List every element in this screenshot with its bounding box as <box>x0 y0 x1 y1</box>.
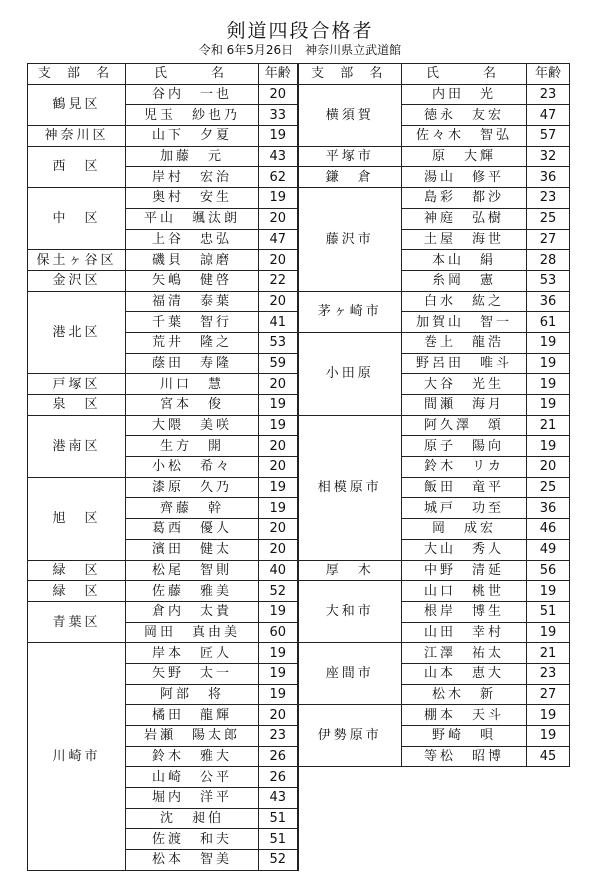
table-row <box>28 643 570 664</box>
name-cell: 磯貝 諒磨 <box>126 250 259 271</box>
name-cell: 加藤 元 <box>126 146 259 167</box>
branch-cell: 鶴見区 <box>28 84 126 125</box>
table-header-row <box>28 64 570 85</box>
age-cell: 19 <box>259 643 298 664</box>
age-cell: 27 <box>527 229 570 250</box>
branch-cell: 川崎市 <box>28 643 126 871</box>
age-cell: 21 <box>527 415 570 436</box>
page-subtitle: 令和 6年5月26日 神奈川県立武道館 <box>198 43 402 57</box>
age-cell: 19 <box>527 436 570 457</box>
age-cell: 32 <box>527 146 570 167</box>
name-cell: 宮本 俊 <box>126 395 259 416</box>
header-branch: 支 部 名 <box>298 64 402 85</box>
branch-cell: 厚 木 <box>298 560 402 581</box>
age-cell: 19 <box>259 663 298 684</box>
name-cell: 荒井 隆之 <box>126 332 259 353</box>
age-cell: 19 <box>259 601 298 622</box>
name-cell: 小松 希々 <box>126 457 259 478</box>
branch-cell: 大和市 <box>298 581 402 643</box>
age-cell: 20 <box>259 519 298 540</box>
age-cell: 25 <box>527 208 570 229</box>
age-cell: 20 <box>259 291 298 312</box>
age-cell: 59 <box>259 353 298 374</box>
name-cell: 千葉 智行 <box>126 312 259 333</box>
age-cell: 25 <box>527 477 570 498</box>
age-cell: 36 <box>527 167 570 188</box>
age-cell: 20 <box>259 84 298 105</box>
empty-area <box>298 767 570 870</box>
name-cell: 濱田 健太 <box>126 539 259 560</box>
name-cell: 山口 桃世 <box>402 581 527 602</box>
branch-cell: 泉 区 <box>28 395 126 416</box>
name-cell: 児玉 紗也乃 <box>126 105 259 126</box>
header-branch: 支 部 名 <box>28 64 126 85</box>
name-cell: 巻上 龍浩 <box>402 332 527 353</box>
age-cell: 19 <box>259 498 298 519</box>
age-cell: 22 <box>259 270 298 291</box>
age-cell: 51 <box>259 829 298 850</box>
name-cell: 倉内 太貴 <box>126 601 259 622</box>
age-cell: 56 <box>527 560 570 581</box>
age-cell: 19 <box>259 188 298 209</box>
name-cell: 湯山 修平 <box>402 167 527 188</box>
name-cell: 神庭 弘樹 <box>402 208 527 229</box>
table-row <box>28 581 570 602</box>
age-cell: 53 <box>527 270 570 291</box>
age-cell: 45 <box>527 746 570 767</box>
header-age: 年齢 <box>527 64 570 85</box>
age-cell: 23 <box>527 663 570 684</box>
name-cell: 山下 夕夏 <box>126 126 259 147</box>
page-title: 剣道四段合格者 <box>226 20 374 42</box>
name-cell: 蔭田 寿隆 <box>126 353 259 374</box>
branch-cell: 青葉区 <box>28 601 126 642</box>
branch-cell: 藤沢市 <box>298 188 402 291</box>
age-cell: 19 <box>527 395 570 416</box>
age-cell: 47 <box>527 105 570 126</box>
table-row <box>28 560 570 581</box>
branch-cell: 金沢区 <box>28 270 126 291</box>
branch-cell: 茅ヶ崎市 <box>298 291 402 332</box>
branch-cell: 座間市 <box>298 643 402 705</box>
age-cell: 19 <box>527 726 570 747</box>
table-row <box>28 146 570 167</box>
name-cell: 岡 成宏 <box>402 519 527 540</box>
age-cell: 53 <box>259 332 298 353</box>
age-cell: 20 <box>259 457 298 478</box>
branch-cell: 横須賀 <box>298 84 402 146</box>
name-cell: 城戸 功至 <box>402 498 527 519</box>
name-cell: 阿部 将 <box>126 684 259 705</box>
age-cell: 19 <box>527 581 570 602</box>
branch-cell: 保土ヶ谷区 <box>28 250 126 271</box>
age-cell: 61 <box>527 312 570 333</box>
age-cell: 23 <box>527 188 570 209</box>
name-cell: 江澤 祐太 <box>402 643 527 664</box>
name-cell: 大谷 光生 <box>402 374 527 395</box>
header-name: 氏 名 <box>126 64 259 85</box>
name-cell: 齊藤 幹 <box>126 498 259 519</box>
name-cell: 阿久澤 頌 <box>402 415 527 436</box>
age-cell: 19 <box>259 395 298 416</box>
name-cell: 飯田 竜平 <box>402 477 527 498</box>
name-cell: 山田 幸村 <box>402 622 527 643</box>
age-cell: 23 <box>527 84 570 105</box>
name-cell: 野呂田 唯斗 <box>402 353 527 374</box>
age-cell: 43 <box>259 146 298 167</box>
name-cell: 野崎 唄 <box>402 726 527 747</box>
name-cell: 根岸 博生 <box>402 601 527 622</box>
name-cell: 本山 絹 <box>402 250 527 271</box>
branch-cell: 鎌 倉 <box>298 167 402 188</box>
name-cell: 間瀬 海月 <box>402 395 527 416</box>
name-cell: 矢嶋 健啓 <box>126 270 259 291</box>
name-cell: 堀内 洋平 <box>126 788 259 809</box>
name-cell: 橘田 龍輝 <box>126 705 259 726</box>
age-cell: 19 <box>527 374 570 395</box>
age-cell: 36 <box>527 291 570 312</box>
branch-cell: 西 区 <box>28 146 126 187</box>
table-row <box>28 84 570 105</box>
name-cell: 鈴木 リカ <box>402 457 527 478</box>
age-cell: 19 <box>259 415 298 436</box>
age-cell: 33 <box>259 105 298 126</box>
name-cell: 平山 颯汰朗 <box>126 208 259 229</box>
branch-cell: 戸塚区 <box>28 374 126 395</box>
name-cell: 上谷 忠弘 <box>126 229 259 250</box>
age-cell: 41 <box>259 312 298 333</box>
name-cell: 大隈 美咲 <box>126 415 259 436</box>
age-cell: 60 <box>259 622 298 643</box>
name-cell: 原子 陽向 <box>402 436 527 457</box>
age-cell: 26 <box>259 746 298 767</box>
age-cell: 19 <box>259 477 298 498</box>
branch-cell: 港南区 <box>28 415 126 477</box>
age-cell: 27 <box>527 684 570 705</box>
age-cell: 20 <box>259 250 298 271</box>
table-row <box>28 291 570 312</box>
name-cell: 川口 慧 <box>126 374 259 395</box>
age-cell: 47 <box>259 229 298 250</box>
table-row <box>28 188 570 209</box>
age-cell: 62 <box>259 167 298 188</box>
age-cell: 20 <box>259 374 298 395</box>
name-cell: 岸本 匠人 <box>126 643 259 664</box>
age-cell: 57 <box>527 126 570 147</box>
roster-table <box>27 63 570 871</box>
age-cell: 19 <box>527 705 570 726</box>
name-cell: 葛西 優人 <box>126 519 259 540</box>
name-cell: 松木 新 <box>402 684 527 705</box>
branch-cell: 旭 区 <box>28 477 126 560</box>
branch-cell: 緑 区 <box>28 581 126 602</box>
age-cell: 19 <box>259 684 298 705</box>
name-cell: 土屋 海世 <box>402 229 527 250</box>
table-row <box>28 415 570 436</box>
name-cell: 大山 秀人 <box>402 539 527 560</box>
name-cell: 島彩 都沙 <box>402 188 527 209</box>
age-cell: 23 <box>259 726 298 747</box>
age-cell: 20 <box>259 705 298 726</box>
name-cell: 岡田 真由美 <box>126 622 259 643</box>
name-cell: 谷内 一也 <box>126 84 259 105</box>
name-cell: 松本 智美 <box>126 850 259 871</box>
name-cell: 松尾 智則 <box>126 560 259 581</box>
age-cell: 19 <box>259 126 298 147</box>
name-cell: 佐々木 智弘 <box>402 126 527 147</box>
branch-cell: 中 区 <box>28 188 126 250</box>
name-cell: 糸岡 憲 <box>402 270 527 291</box>
name-cell: 生方 開 <box>126 436 259 457</box>
name-cell: 沈 昶伯 <box>126 808 259 829</box>
age-cell: 26 <box>259 767 298 788</box>
age-cell: 28 <box>527 250 570 271</box>
name-cell: 福清 泰葉 <box>126 291 259 312</box>
name-cell: 加賀山 智一 <box>402 312 527 333</box>
branch-cell: 小田原 <box>298 332 402 415</box>
name-cell: 内田 光 <box>402 84 527 105</box>
name-cell: 奥村 安生 <box>126 188 259 209</box>
name-cell: 等松 昭博 <box>402 746 527 767</box>
age-cell: 20 <box>527 457 570 478</box>
name-cell: 山崎 公平 <box>126 767 259 788</box>
name-cell: 山本 恵大 <box>402 663 527 684</box>
age-cell: 20 <box>259 436 298 457</box>
age-cell: 19 <box>527 353 570 374</box>
age-cell: 19 <box>527 332 570 353</box>
age-cell: 20 <box>259 539 298 560</box>
name-cell: 徳永 友宏 <box>402 105 527 126</box>
name-cell: 岸村 宏治 <box>126 167 259 188</box>
age-cell: 40 <box>259 560 298 581</box>
name-cell: 原 大輝 <box>402 146 527 167</box>
name-cell: 棚本 天斗 <box>402 705 527 726</box>
age-cell: 46 <box>527 519 570 540</box>
name-cell: 佐渡 和夫 <box>126 829 259 850</box>
name-cell: 中野 清延 <box>402 560 527 581</box>
age-cell: 51 <box>527 601 570 622</box>
branch-cell: 緑 区 <box>28 560 126 581</box>
branch-cell: 平塚市 <box>298 146 402 167</box>
branch-cell: 神奈川区 <box>28 126 126 147</box>
name-cell: 白水 紘之 <box>402 291 527 312</box>
branch-cell: 相模原市 <box>298 415 402 560</box>
name-cell: 矢野 太一 <box>126 663 259 684</box>
age-cell: 43 <box>259 788 298 809</box>
name-cell: 佐藤 雅美 <box>126 581 259 602</box>
age-cell: 20 <box>259 208 298 229</box>
age-cell: 52 <box>259 850 298 871</box>
age-cell: 19 <box>527 622 570 643</box>
age-cell: 49 <box>527 539 570 560</box>
branch-cell: 港北区 <box>28 291 126 374</box>
header-name: 氏 名 <box>402 64 527 85</box>
branch-cell: 伊勢原市 <box>298 705 402 767</box>
age-cell: 36 <box>527 498 570 519</box>
header-age: 年齢 <box>259 64 298 85</box>
age-cell: 21 <box>527 643 570 664</box>
name-cell: 鈴木 雅大 <box>126 746 259 767</box>
name-cell: 漆原 久乃 <box>126 477 259 498</box>
name-cell: 岩瀬 陽太郎 <box>126 726 259 747</box>
age-cell: 52 <box>259 581 298 602</box>
age-cell: 51 <box>259 808 298 829</box>
